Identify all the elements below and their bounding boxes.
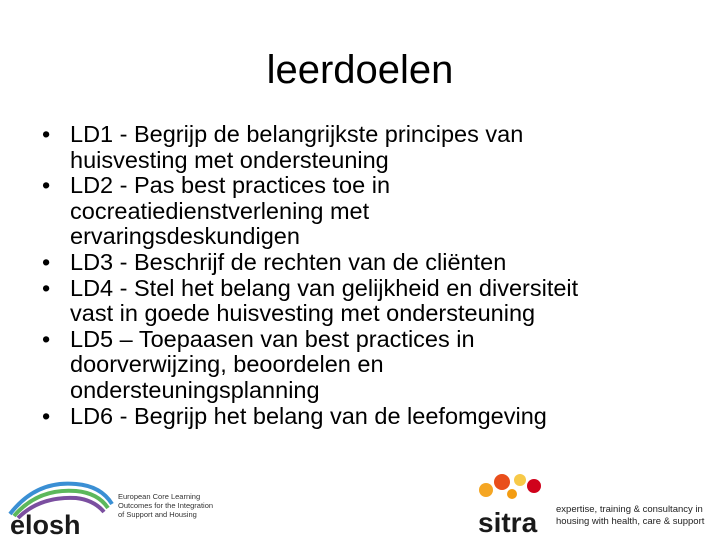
bullet-line: vast in goede huisvesting met ondersteuning <box>70 300 536 327</box>
bullet-icon: • <box>42 402 51 429</box>
bullet-icon: • <box>42 248 51 275</box>
bullet-icon: • <box>42 325 51 352</box>
logo-dot <box>479 483 493 497</box>
logo-dot <box>507 489 517 499</box>
elosh-logo <box>6 474 116 538</box>
list-item <box>40 250 680 276</box>
elosh-caption <box>118 492 228 519</box>
slide-title: leerdoelen <box>266 48 454 92</box>
sitra-logo <box>474 472 554 538</box>
list-item <box>40 173 680 250</box>
sitra-logo-text: sitra <box>478 507 538 538</box>
caption-line: housing with health, care & support <box>556 515 705 527</box>
bullet-line: huisvesting met ondersteuning <box>70 146 389 173</box>
bullet-icon: • <box>42 121 51 147</box>
logo-dot <box>494 474 510 490</box>
caption-line: expertise, training & consultancy in <box>556 504 703 515</box>
bullet-line: LD1 - Begrijp de belangrijkste principes van <box>70 121 524 147</box>
list-item <box>40 404 680 430</box>
bullet-line: LD6 - Begrijp het belang van de leefomgeving <box>70 402 547 429</box>
logo-dot <box>527 479 541 493</box>
bullet-line: LD2 - Pas best practices toe in <box>70 172 391 199</box>
bullet-line: LD4 - Stel het belang van gelijkheid en diversiteit <box>70 274 579 301</box>
sitra-caption <box>556 504 720 527</box>
bullet-line: ervaringsdeskundigen <box>70 223 300 250</box>
caption-line: of Support and Housing <box>118 510 197 519</box>
elosh-logo-text: elosh <box>10 510 81 538</box>
bullet-icon: • <box>42 172 51 199</box>
list-item <box>40 276 680 327</box>
bullet-line: LD3 - Beschrijf de rechten van de cliënten <box>70 248 507 275</box>
logo-dot <box>514 474 526 486</box>
bullet-icon: • <box>42 274 51 301</box>
list-item <box>40 327 680 404</box>
list-item <box>40 122 680 173</box>
learning-goals-list <box>40 122 680 429</box>
bullet-line: ondersteuningsplanning <box>70 376 320 403</box>
caption-line: Outcomes for the Integration <box>118 501 214 510</box>
caption-line: European Core Learning <box>118 492 201 501</box>
bullet-line: cocreatiedienstverlening met <box>70 197 370 224</box>
bullet-line: LD5 – Toepaasen van best practices in <box>70 325 475 352</box>
bullet-line: doorverwijzing, beoordelen en <box>70 351 384 378</box>
footer <box>0 470 720 540</box>
